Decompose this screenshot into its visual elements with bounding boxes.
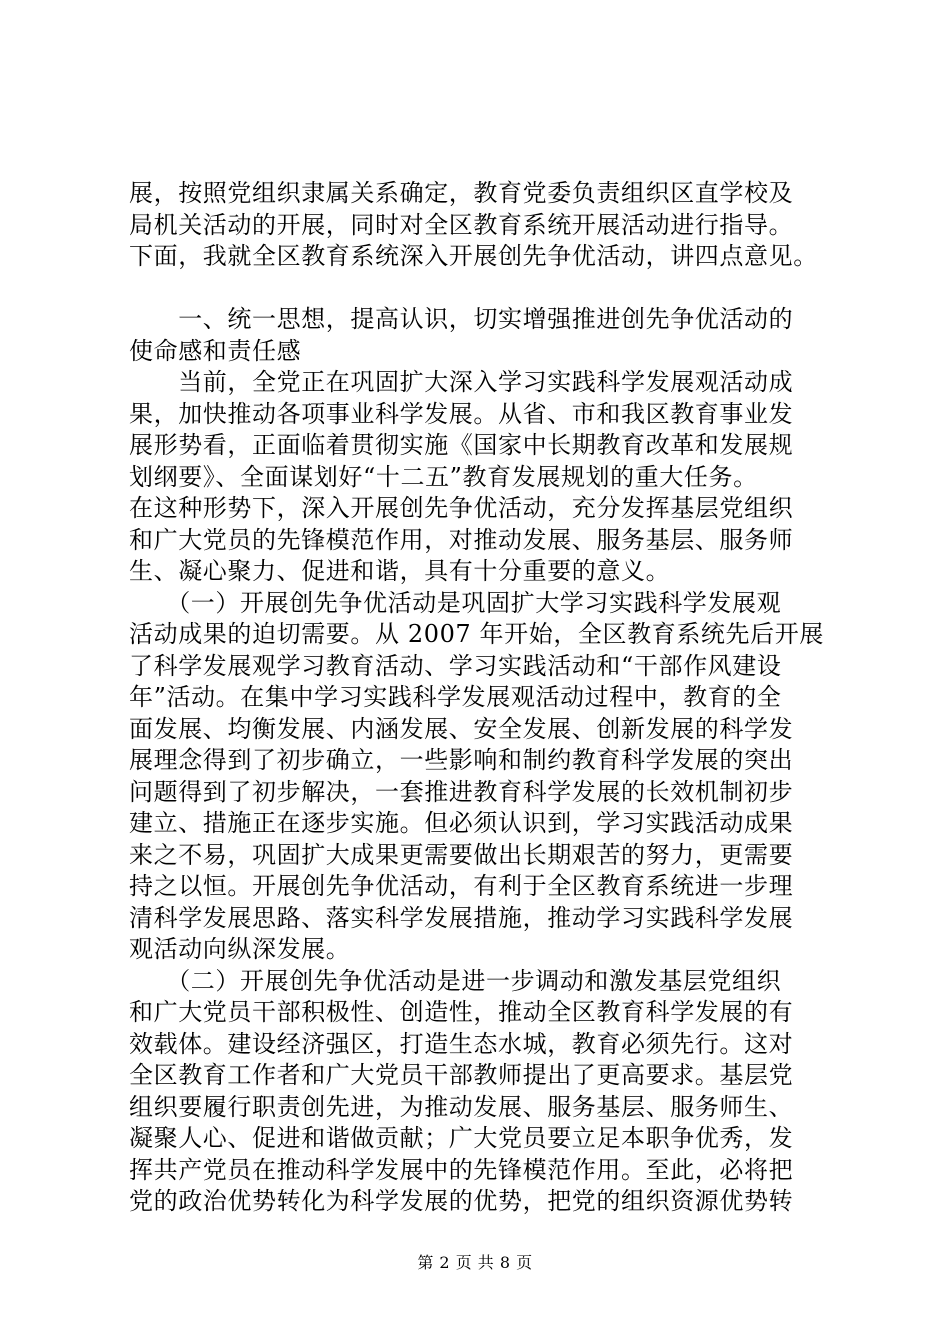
text-line: 持之以恒。开展创先争优活动，有利于全区教育系统进一步理	[129, 872, 794, 900]
text-line: 下面，我就全区教育系统深入开展创先争优活动，讲四点意见。	[129, 242, 818, 270]
text-line: 和广大党员干部积极性、创造性，推动全区教育科学发展的有	[129, 998, 794, 1026]
paragraph-gap	[129, 273, 849, 305]
text-line: （二）开展创先争优活动是进一步调动和激发基层党组织	[129, 966, 782, 995]
text-line: （一）开展创先争优活动是巩固扩大学习实践科学发展观	[129, 588, 782, 617]
text-line: 党的政治优势转化为科学发展的优势，把党的组织资源优势转	[129, 1187, 794, 1215]
text-line: 当前，全党正在巩固扩大深入学习实践科学发展观活动成	[129, 368, 794, 396]
text-line: 了科学发展观学习教育活动、学习实践活动和“干部作风建设	[129, 651, 782, 680]
text-line: 效载体。建设经济强区，打造生态水城，教育必须先行。这对	[129, 1029, 794, 1058]
text-line: 果，加快推动各项事业科学发展。从省、市和我区教育事业发	[129, 399, 794, 428]
text-line: 凝聚人心、促进和谐做贡献；广大党员要立足本职争优秀，发	[129, 1124, 794, 1152]
text-line: 问题得到了初步解决，一套推进教育科学发展的长效机制初步	[129, 777, 794, 806]
text-line: 在这种形势下，深入开展创先争优活动，充分发挥基层党组织	[129, 494, 794, 522]
text-line: 观活动向纵深发展。	[129, 935, 351, 963]
text-line: 年”活动。在集中学习实践科学发展观活动过程中，教育的全	[129, 683, 782, 711]
text-line: 和广大党员的先锋模范作用，对推动发展、服务基层、服务师	[129, 525, 794, 554]
text-line: 展，按照党组织隶属关系确定，教育党委负责组织区直学校及	[129, 179, 794, 207]
section-heading-line: 使命感和责任感	[129, 336, 302, 365]
text-line: 展理念得到了初步确立，一些影响和制约教育科学发展的突出	[129, 746, 794, 774]
document-body	[129, 178, 849, 1218]
text-line: 生、凝心聚力、促进和谐，具有十分重要的意义。	[129, 557, 671, 585]
text-line: 活动成果的迫切需要。从 2007 年开始，全区教育系统先后开展	[129, 620, 824, 648]
text-line: 组织要履行职责创先进，为推动发展、服务基层、服务师生、	[129, 1092, 794, 1121]
text-line: 面发展、均衡发展、内涵发展、安全发展、创新发展的科学发	[129, 714, 794, 743]
text-line: 来之不易，巩固扩大成果更需要做出长期艰苦的努力，更需要	[129, 840, 794, 869]
text-line: 挥共产党员在推动科学发展中的先锋模范作用。至此，必将把	[129, 1155, 794, 1184]
section-heading-line: 一、统一思想，提高认识，切实增强推进创先争优活动的	[129, 305, 794, 333]
text-line: 局机关活动的开展，同时对全区教育系统开展活动进行指导。	[129, 210, 794, 239]
text-line: 建立、措施正在逐步实施。但必须认识到，学习实践活动成果	[129, 809, 794, 837]
text-line: 划纲要》、全面谋划好“十二五”教育发展规划的重大任务。	[129, 462, 758, 491]
page-footer: 第 2 页 共 8 页	[417, 1253, 533, 1272]
text-line: 清科学发展思路、落实科学发展措施，推动学习实践科学发展	[129, 903, 794, 932]
text-line: 展形势看，正面临着贯彻实施《国家中长期教育改革和发展规	[129, 431, 794, 459]
text-line: 全区教育工作者和广大党员干部教师提出了更高要求。基层党	[129, 1061, 794, 1089]
